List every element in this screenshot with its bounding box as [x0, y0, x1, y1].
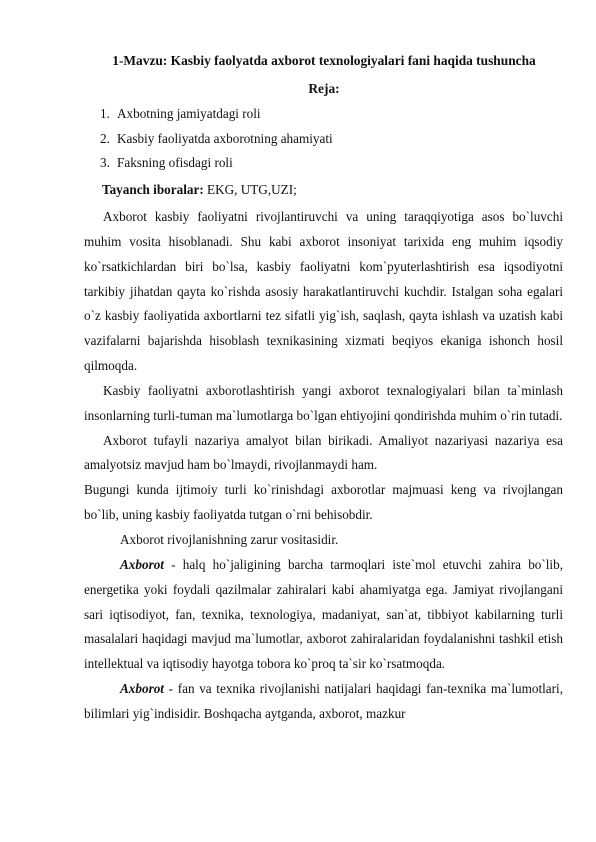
plan-item-number: 1. — [100, 106, 110, 121]
term-highlight: Axborot — [120, 681, 164, 697]
paragraph: Axborot kasbiy faoliyatni rivojlantiruvchi va uning taraqqiyotiga asos bo`luvchi muhim vosita hisoblanadi. Shu kabi axborot insoniyat tarixida eng muhim iqsodiy ko`rsatkichlardan biri bo`lsa, kasbiy faoliyatni kom`pyuterlashtirish esa iqsodiyotni tarkibiy jihatdan qayta ko`rishda asosiy harakatlantiruvchi kuchdir. Istalgan soha egalari o`z kasbiy faoliyatida axbortlarni tez sifatli yig`ish, saqlash, qayta ishlash va uzatish kabi vazifalarni bajarishda hisoblash texnikasining xizmati beqiyos ekaniga ishonch hosil qilmoqda. — [84, 209, 563, 374]
keywords-label: Tayanch iboralar: — [102, 182, 204, 197]
keywords-line — [102, 182, 297, 198]
paragraph: Axborot tufayli nazariya amalyot bilan birikadi. Amaliyot nazariyasi nazariya esa amalyotsiz mavjud ham bo`lmaydi, rivojlanmaydi ham. — [84, 432, 563, 473]
paragraph: Bugungi kunda ijtimoiy turli ko`rinishdagi axborotlar majmuasi keng va rivojlangan bo`lib, uning kasbiy faoliyatda tutgan o`rni behisobdir. — [84, 482, 563, 523]
plan-item-text: Faksning ofisdagi roli — [117, 155, 233, 170]
document-title: 1-Mavzu: Kasbiy faolyatda axborot texnologiyalari fani haqida tushuncha — [112, 53, 536, 68]
term-highlight: Axborot — [120, 556, 164, 572]
keywords-value: EKG, UTG,UZI; — [203, 182, 297, 197]
paragraph-text: - halq ho`jaligining barcha tarmoqlari iste`mol etuvchi zahira bo`lib, energetika yoki foydali qazilmalar zahiralari kabi ahamiyatga ega. Jamiyat rivojlangani sari iqtisodiyot, fan, texnika, texnologiya, madaniyat, san`at, tibbiyot kabilarning turli masalalari haqidagi mavjud ma`lumotlar, axborot zahiralaridan foydalanishni tashkil etish intellektual va iqtisodiy hayotga tobora ko`proq ta`sir ko`rsatmoqda. — [84, 556, 563, 672]
paragraph — [84, 553, 563, 677]
plan-item-number: 3. — [100, 155, 110, 170]
paragraph: Axborot rivojlanishning zarur vositasidir. — [120, 531, 339, 547]
plan-heading: Reja: — [308, 81, 340, 96]
paragraph: Kasbiy faoliyatni axborotlashtirish yangi axborot texnalogiyalari bilan ta`minlash insonlarning turli-tuman ma`lumotlarga bo`lgan ehtiyojini qondirishda muhim o`rin tutadi. — [84, 382, 563, 423]
plan-item — [100, 131, 333, 156]
plan-item — [100, 155, 333, 180]
plan-item-text: Axbotning jamiyatdagi roli — [117, 106, 261, 121]
plan-item-number: 2. — [100, 130, 110, 146]
plan-list — [100, 106, 333, 180]
plan-item — [100, 106, 333, 131]
paragraph-text: - fan va texnika rivojlanishi natijalari haqidagi fan-texnika ma`lumotlari, bilimlari yig`indisidir. Boshqacha aytganda, axborot, mazkur — [84, 681, 563, 721]
paragraph — [84, 677, 563, 727]
document-body — [84, 205, 563, 727]
plan-item-text: Kasbiy faoliyatda axborotning ahamiyati — [117, 130, 333, 146]
